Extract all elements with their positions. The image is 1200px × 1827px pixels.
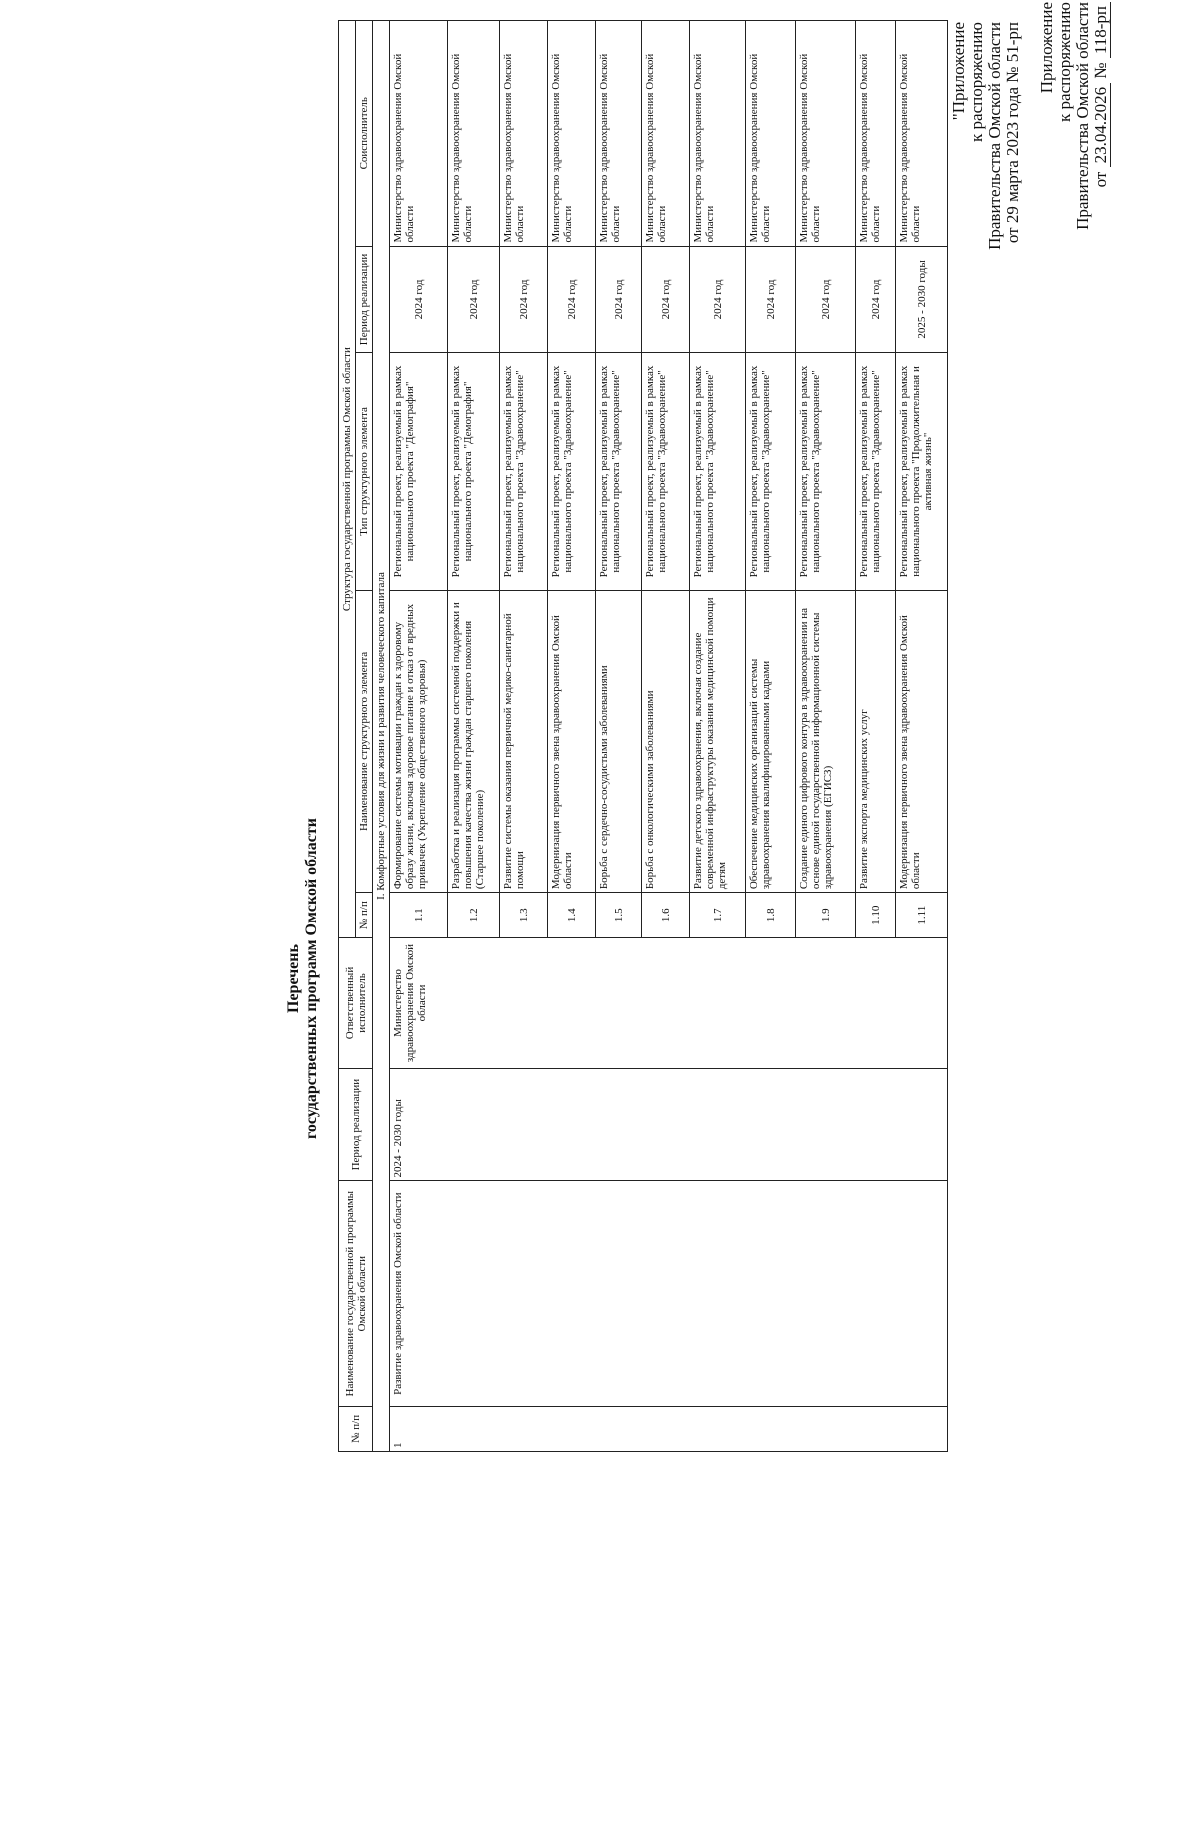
appendix-previous-block: "Приложение к распоряжению Правительства Омской области от 29 марта 2023 года № 51-рп	[949, 22, 1022, 250]
element-period: 2024 год	[746, 246, 796, 353]
element-period: 2024 год	[856, 246, 896, 353]
appendix-date-line: от 23.04.2026 № 118-рп	[1092, 2, 1111, 242]
element-type: Региональный проект, реализуемый в рамках национального проекта "Продолжительная и активная жизнь"	[896, 353, 948, 590]
element-name: Модернизация первичного звена здравоохранения Омской области	[548, 590, 596, 893]
element-name: Разработка и реализация программы системной поддержки и повышения качества жизни граждан старшего поколения (Старшее поколение)	[448, 590, 500, 893]
header-structure: Структура государственной программы Омской области	[339, 21, 356, 938]
header-sub-num: № п/п	[356, 893, 373, 938]
element-period: 2024 год	[448, 246, 500, 353]
element-num: 1.6	[642, 893, 690, 938]
element-type: Региональный проект, реализуемый в рамках национального проекта "Здравоохранение"	[746, 353, 796, 590]
element-coexecutor: Министерство здравоохранения Омской области	[856, 21, 896, 247]
element-num: 1.10	[856, 893, 896, 938]
table-row	[390, 21, 448, 1452]
element-name: Формирование системы мотивации граждан к здоровому образу жизни, включая здоровое питание и отказ от вредных привычек (Укрепление общественного здоровья)	[390, 590, 448, 893]
element-period: 2024 год	[390, 246, 448, 353]
element-name: Модернизация первичного звена здравоохранения Омской области	[896, 590, 948, 893]
programs-table	[338, 20, 948, 1452]
header-num: № п/п	[339, 1406, 373, 1451]
element-name: Развитие экспорта медицинских услуг	[856, 590, 896, 893]
header-program-name: Наименование государственной программы Омской области	[339, 1181, 373, 1406]
header-element-name: Наименование структурного элемента	[356, 590, 373, 893]
element-period: 2025 - 2030 годы	[896, 246, 948, 353]
element-coexecutor: Министерство здравоохранения Омской области	[500, 21, 548, 247]
element-num: 1.5	[596, 893, 642, 938]
program-period: 2024 - 2030 годы	[390, 1068, 948, 1181]
header-responsible: Ответственный исполнитель	[339, 938, 373, 1069]
program-name: Развитие здравоохранения Омской области	[390, 1181, 948, 1406]
element-coexecutor: Министерство здравоохранения Омской области	[448, 21, 500, 247]
element-type: Региональный проект, реализуемый в рамках национального проекта "Демография"	[390, 353, 448, 590]
program-num: 1	[390, 1406, 948, 1451]
element-coexecutor: Министерство здравоохранения Омской области	[642, 21, 690, 247]
element-type: Региональный проект, реализуемый в рамках национального проекта "Демография"	[448, 353, 500, 590]
header-coexecutor: Соисполнитель	[356, 21, 373, 247]
appendix-date: 23.04.2026	[1092, 83, 1111, 168]
element-type: Региональный проект, реализуемый в рамках национального проекта "Здравоохранение"	[856, 353, 896, 590]
element-name: Развитие детского здравоохранения, включая создание современной инфраструктуры оказания медицинской помощи детям	[690, 590, 746, 893]
element-name: Борьба с онкологическими заболеваниями	[642, 590, 690, 893]
element-name: Обеспечение медицинских организаций системы здравоохранения квалифицированными кадрами	[746, 590, 796, 893]
element-type: Региональный проект, реализуемый в рамках национального проекта "Здравоохранение"	[596, 353, 642, 590]
appendix-order-label: к распоряжению	[1055, 2, 1074, 122]
appendix-label: Приложение	[1037, 2, 1056, 94]
section-row: I. Комфортные условия для жизни и развития человеческого капитала	[373, 21, 390, 1452]
element-coexecutor: Министерство здравоохранения Омской области	[548, 21, 596, 247]
element-num: 1.1	[390, 893, 448, 938]
element-period: 2024 год	[596, 246, 642, 353]
element-period: 2024 год	[690, 246, 746, 353]
element-coexecutor: Министерство здравоохранения Омской области	[690, 21, 746, 247]
document-title: Перечень государственных программ Омской области	[285, 818, 320, 1139]
header-element-type: Тип структурного элемента	[356, 353, 373, 590]
element-type: Региональный проект, реализуемый в рамках национального проекта "Здравоохранение"	[796, 353, 856, 590]
element-name: Создание единого цифрового контура в здравоохранении на основе единой государственной информационной системы здравоохранения (ЕГИСЗ)	[796, 590, 856, 893]
element-num: 1.8	[746, 893, 796, 938]
program-responsible: Министерство здравоохранения Омской области	[390, 938, 948, 1069]
appendix-current-block	[1038, 2, 1111, 242]
element-type: Региональный проект, реализуемый в рамках национального проекта "Здравоохранение"	[500, 353, 548, 590]
element-type: Региональный проект, реализуемый в рамках национального проекта "Здравоохранение"	[642, 353, 690, 590]
element-period: 2024 год	[642, 246, 690, 353]
element-coexecutor: Министерство здравоохранения Омской области	[796, 21, 856, 247]
element-coexecutor: Министерство здравоохранения Омской области	[596, 21, 642, 247]
element-num: 1.9	[796, 893, 856, 938]
header-element-period: Период реализации	[356, 246, 373, 353]
element-period: 2024 год	[796, 246, 856, 353]
table-header-row	[339, 21, 356, 1452]
element-num: 1.3	[500, 893, 548, 938]
element-name: Борьба с сердечно-сосудистыми заболеваниями	[596, 590, 642, 893]
element-period: 2024 год	[500, 246, 548, 353]
element-num: 1.7	[690, 893, 746, 938]
element-num: 1.2	[448, 893, 500, 938]
element-num: 1.4	[548, 893, 596, 938]
element-num: 1.11	[896, 893, 948, 938]
element-coexecutor: Министерство здравоохранения Омской области	[390, 21, 448, 247]
element-name: Развитие системы оказания первичной медико-санитарной помощи	[500, 590, 548, 893]
element-type: Региональный проект, реализуемый в рамках национального проекта "Здравоохранение"	[690, 353, 746, 590]
element-coexecutor: Министерство здравоохранения Омской области	[896, 21, 948, 247]
appendix-number: 118-рп	[1092, 2, 1111, 58]
appendix-government-label: Правительства Омской области	[1073, 2, 1092, 230]
element-type: Региональный проект, реализуемый в рамках национального проекта "Здравоохранение"	[548, 353, 596, 590]
element-coexecutor: Министерство здравоохранения Омской области	[746, 21, 796, 247]
header-period: Период реализации	[339, 1068, 373, 1181]
element-period: 2024 год	[548, 246, 596, 353]
